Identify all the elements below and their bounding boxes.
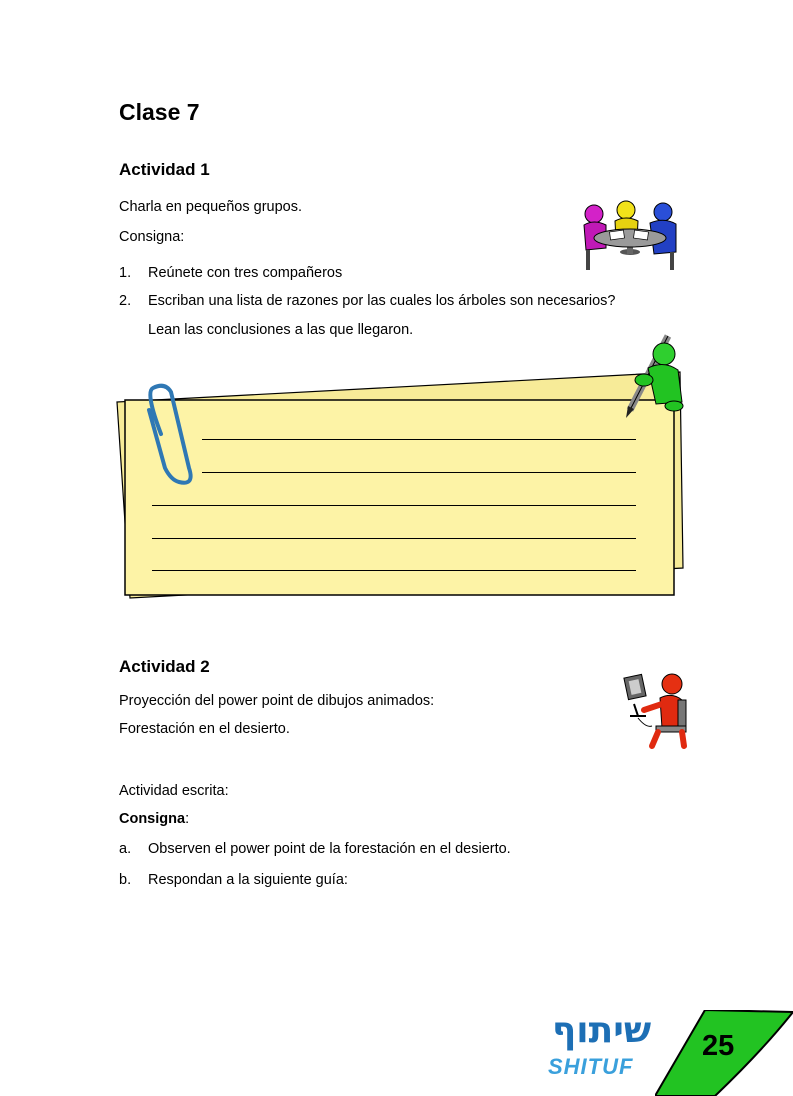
writing-line xyxy=(152,505,636,506)
step-marker: a. xyxy=(119,841,132,857)
activity1-heading: Actividad 1 xyxy=(119,160,210,179)
activity1-intro: Charla en pequeños grupos. xyxy=(119,199,302,215)
note-paper xyxy=(105,330,695,610)
writing-line xyxy=(152,570,636,571)
activity2-line2: Forestación en el desierto. xyxy=(119,721,290,737)
activity2-step-b xyxy=(119,872,348,888)
logo-latin: SHITUF xyxy=(548,1054,634,1079)
writing-line xyxy=(152,538,636,539)
step-marker: 2. xyxy=(119,293,132,309)
person-at-computer-icon xyxy=(622,670,694,750)
activity1-step-2 xyxy=(119,293,615,309)
page-number: 25 xyxy=(702,1030,735,1062)
shituf-logo xyxy=(548,1010,652,1086)
writing-line xyxy=(202,472,636,473)
activity2-line1: Proyección del power point de dibujos animados: xyxy=(119,693,435,709)
step-text: Reúnete con tres compañeros xyxy=(148,265,343,281)
step-marker: 1. xyxy=(119,265,132,281)
consigna-line xyxy=(119,811,189,827)
consigna-colon: : xyxy=(185,811,190,827)
written-activity-label: Actividad escrita: xyxy=(119,783,229,799)
writing-line xyxy=(202,439,636,440)
consigna-label: Consigna xyxy=(119,811,186,827)
activity1-instruction-label: Consigna: xyxy=(119,229,185,245)
logo-hebrew: שיתוף xyxy=(552,1010,652,1051)
step-marker: b. xyxy=(119,872,132,888)
group-meeting-icon xyxy=(580,198,684,276)
step-text: Respondan a la siguiente guía: xyxy=(148,872,348,888)
activity2-heading: Actividad 2 xyxy=(119,657,210,676)
activity1-step-1 xyxy=(119,265,342,281)
step-text: Observen el power point de la forestación en el desierto. xyxy=(148,841,511,857)
activity1-continuation: Lean las conclusiones a las que llegaron. xyxy=(148,322,414,338)
page-title: Clase 7 xyxy=(119,99,200,125)
activity2-step-a xyxy=(119,841,511,857)
person-with-pencil-icon xyxy=(620,330,690,420)
step-text: Escriban una lista de razones por las cuales los árboles son necesarios? xyxy=(148,293,616,309)
